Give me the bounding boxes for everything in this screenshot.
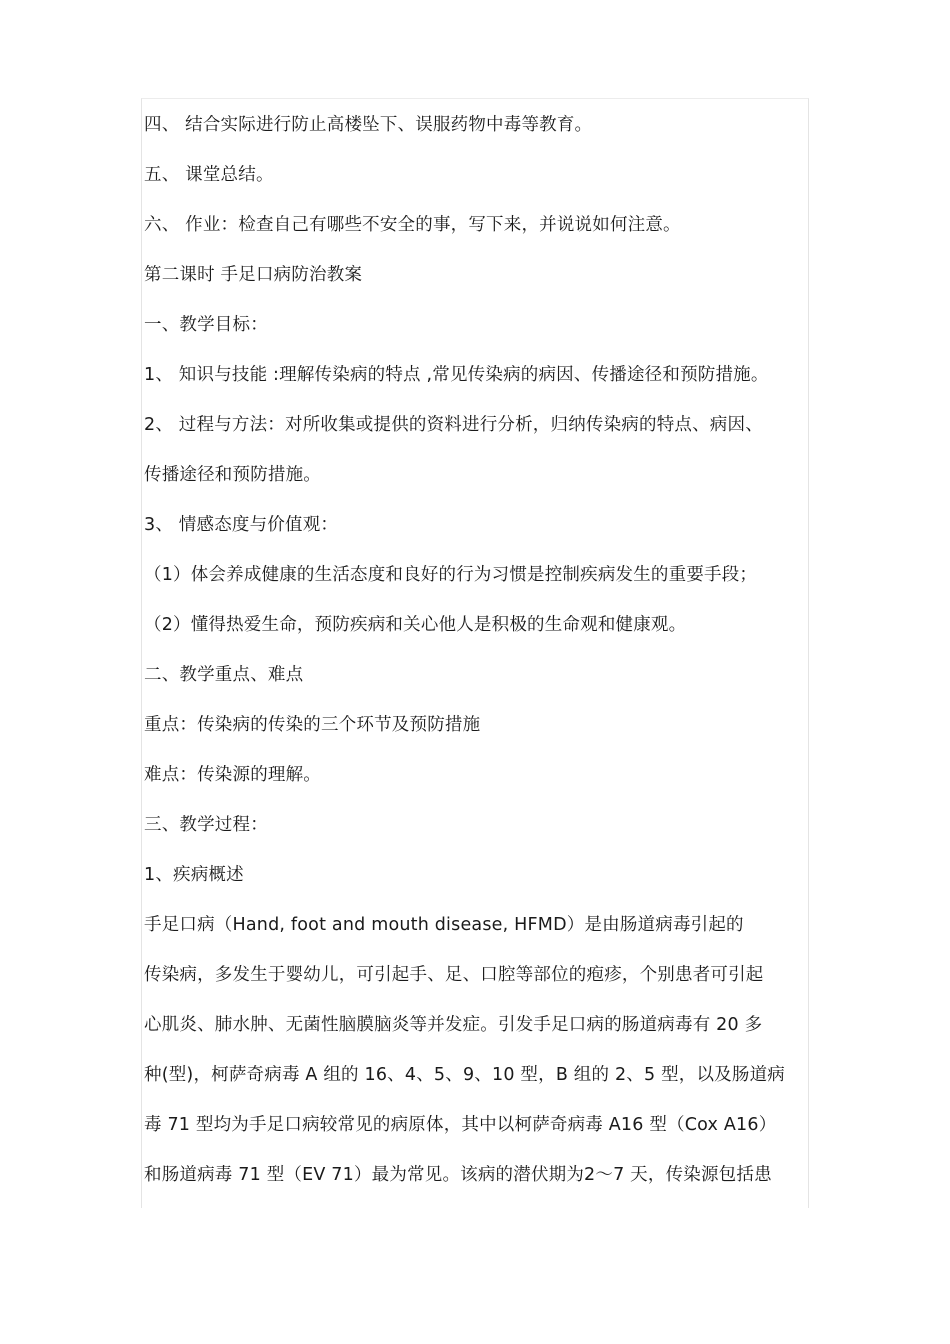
text-line: 和肠道病毒 71 型（EV 71）最为常见。该病的潜伏期为2～7 天，传染源包括患 — [144, 1165, 772, 1185]
text-line: 传染病，多发生于婴幼儿，可引起手、足、口腔等部位的疱疹，个别患者可引起 — [144, 965, 764, 985]
text-line: 难点：传染源的理解。 — [144, 765, 321, 785]
section-heading: 三、教学过程： — [144, 815, 268, 835]
text-line: 3、 情感态度与价值观： — [144, 515, 339, 535]
text-line: 传播途径和预防措施。 — [144, 465, 321, 485]
text-line: 种(型)，柯萨奇病毒 A 组的 16、4、5、9、10 型，B 组的 2、5 型，以及肠道病 — [144, 1065, 785, 1085]
text-line: 心肌炎、肺水肿、无菌性脑膜脑炎等并发症。引发手足口病的肠道病毒有 20 多 — [144, 1015, 763, 1035]
section-heading: 二、教学重点、难点 — [144, 665, 304, 685]
text-line: 手足口病（Hand, foot and mouth disease, HFMD）是由肠道病毒引起的 — [144, 915, 744, 935]
section-heading: 一、教学目标： — [144, 315, 268, 335]
text-line: （2）懂得热爱生命，预防疾病和关心他人是积极的生命观和健康观。 — [144, 615, 687, 635]
text-line: 四、 结合实际进行防止高楼坠下、误服药物中毒等教育。 — [144, 115, 593, 135]
section-heading: 第二课时 手足口病防治教案 — [144, 265, 363, 285]
text-line: 五、 课堂总结。 — [144, 165, 274, 185]
text-line: 六、 作业：检查自己有哪些不安全的事，写下来，并说说如何注意。 — [144, 215, 681, 235]
text-line: 2、 过程与方法：对所收集或提供的资料进行分析，归纳传染病的特点、病因、 — [144, 415, 763, 435]
text-line: 1、 知识与技能 :理解传染病的特点 ,常见传染病的病因、传播途径和预防措施。 — [144, 365, 769, 385]
document-body — [144, 100, 824, 1200]
text-line: 1、疾病概述 — [144, 865, 244, 885]
text-line: 毒 71 型均为手足口病较常见的病原体，其中以柯萨奇病毒 A16 型（Cox A16） — [144, 1115, 777, 1135]
text-line: 重点：传染病的传染的三个环节及预防措施 — [144, 715, 481, 735]
text-line: （1）体会养成健康的生活态度和良好的行为习惯是控制疾病发生的重要手段； — [144, 565, 758, 585]
